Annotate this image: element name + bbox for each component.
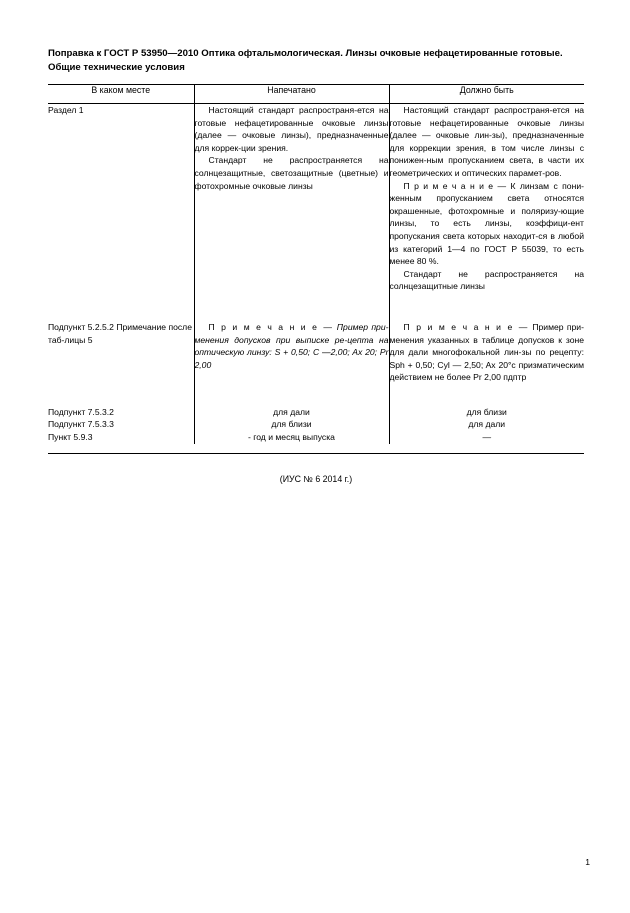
note-text-should: Пример при-менения указанных в таблице допусков к зоне для дали многофокальной лин-зы по рецепту: Sph + 0,50; Cyl — 2,50; Ax 20°с призматическим действием не более Pr 2,00 пдптр [389,321,584,383]
printed-line-3: - год и месяц выпуска [248,432,335,443]
printed-line-1: для дали [273,406,310,417]
cell-printed-1 [194,104,389,293]
cell-place-3 [48,384,194,444]
table-row [48,104,584,293]
should-par-1: Настоящий стандарт распространя-ется на готовые нефацетированные очковые линзы (далее — очковые лин-зы), предназначенные для коррекции зрения, в том числе линзы с понижен-ным пропусканием света, в части их геометрических и оптических парамет-ров. [389,105,584,178]
cell-should-3 [389,384,584,444]
note-text-printed: Пример при-менения допусков при выписке ре-цепта на оптическую линзу: S + 0,50; C —2,00; Ax 20; Pr 2,00 [194,321,389,370]
printed-par-1: Настоящий стандарт распространя-ется на готовые нефацетированные очковые линзы (далее — очковые линзы), предназначенные для коррек-ции зрения. [194,105,389,153]
cell-printed-2 [194,293,389,384]
note-label-should: П р и м е ч а н и е — [403,321,529,332]
column-header-should: Должно быть [389,85,584,104]
table-row [48,293,584,384]
place-line-2: Подпункт 7.5.3.3 [48,419,114,430]
cell-place-2: Подпункт 5.2.5.2 Примечание после таб-лицы 5 [48,321,192,345]
table-row [48,384,584,444]
page-number: 1 [585,857,590,867]
ius-note: (ИУС № 6 2014 г.) [279,474,353,484]
column-header-printed: Напечатано [194,85,389,104]
should-line-3: — [482,432,492,443]
should-line-1: для близи [466,406,507,417]
place-line-3: Пункт 5.9.3 [48,432,93,443]
column-header-place: В каком месте [48,85,194,104]
cell-should-2 [389,293,584,384]
page-title: Поправка к ГОСТ Р 53950—2010 Оптика офтальмологическая. Линзы очковые нефацетированные готовые. Общие технические условия [48,48,563,73]
table-header-row [48,85,584,104]
note-label-printed: П р и м е ч а н и е — [208,321,334,332]
should-note-1: П р и м е ч а н и е — К линзам с пони-женным пропусканием света относятся окрашенные, фотохромные и поляризу-ющие линзы, то есть линзы, коэффици-ент пропускания света которых находит-ся в любой из категорий 1—4 по ГОСТ Р 55039, то есть менее 80 %. [389,180,584,267]
should-note-2 [390,321,585,384]
printed-note-2 [195,321,389,371]
cell-should-1 [389,104,584,293]
printed-line-2: для близи [271,419,312,430]
cell-place-1: Раздел 1 [48,105,84,115]
place-line-1: Подпункт 7.5.3.2 [48,406,114,417]
printed-par-2: Стандарт не распространяется на солнцезащитные, светозащитные (цветные) и фотохромные очковые линзы [194,155,389,191]
should-par-2: Стандарт не распространяется на солнцезащитные линзы [389,268,584,292]
cell-printed-3 [194,384,389,444]
correction-table [48,84,584,444]
should-line-2: для дали [468,419,506,430]
table-bottom-rule [48,453,584,454]
